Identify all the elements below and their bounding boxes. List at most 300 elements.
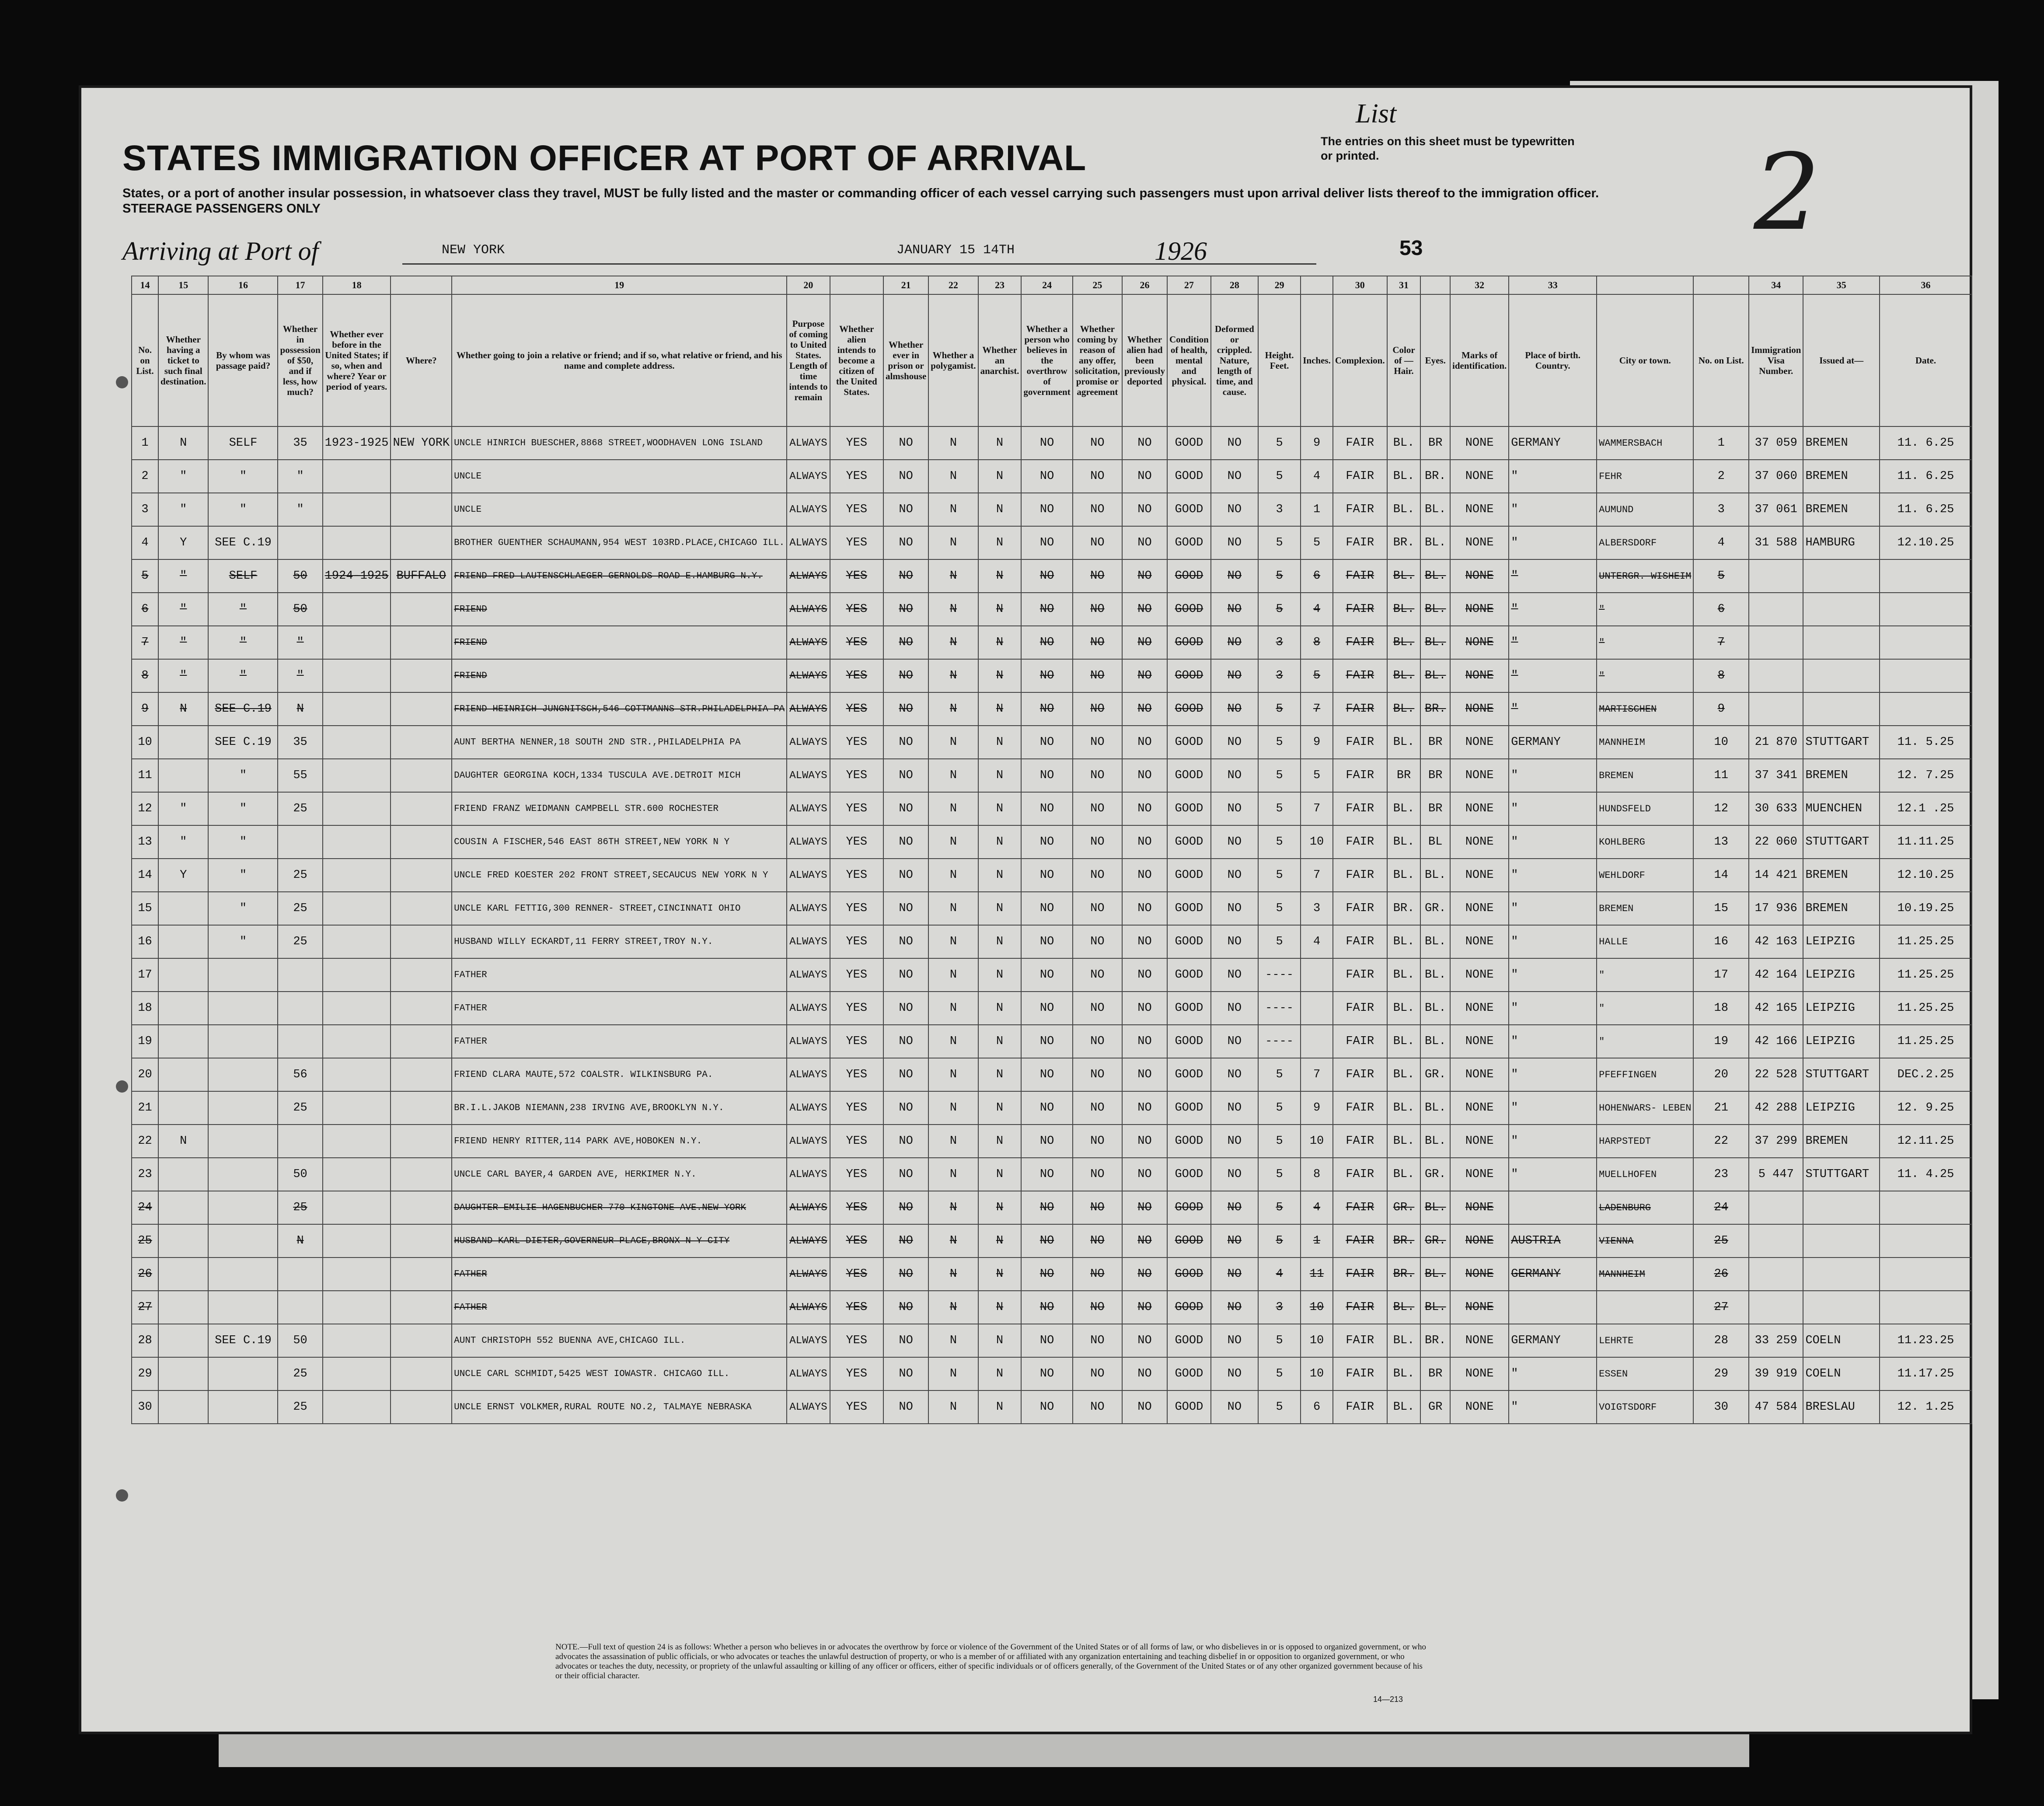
cell-eyes: BL. (1420, 593, 1450, 626)
cell-offer: NO (1073, 958, 1122, 992)
cell-where (391, 1158, 452, 1191)
cell-visa: 42 166 (1749, 1025, 1803, 1058)
cell-citizen: YES (830, 825, 883, 859)
cell-citizen: YES (830, 1158, 883, 1191)
cell-anarch: N (978, 1357, 1022, 1390)
column-label: City or town. (1597, 294, 1693, 426)
cell-length: ALWAYS (787, 1025, 830, 1058)
cell-prison: NO (883, 659, 928, 692)
cell-anarch: N (978, 825, 1022, 859)
cell-money: 50 (278, 593, 322, 626)
cell-in: 8 (1301, 1158, 1333, 1191)
cell-health: GOOD (1167, 726, 1211, 759)
cell-in: 10 (1301, 1324, 1333, 1357)
cell-ticket (158, 759, 208, 792)
cell-overthrow: NO (1021, 426, 1072, 460)
passenger-row (132, 426, 1972, 460)
cell-money (278, 1291, 322, 1324)
cell-city: AUMUND (1597, 493, 1693, 526)
cell-anarch: N (978, 958, 1022, 992)
cell-where (391, 1224, 452, 1258)
cell-where (391, 892, 452, 925)
cell-citizen: YES (830, 659, 883, 692)
cell-in: 10 (1301, 1357, 1333, 1390)
cell-deformed: NO (1211, 659, 1258, 692)
cell-eyes: GR. (1420, 1224, 1450, 1258)
cell-marks: NONE (1450, 992, 1509, 1025)
cell-visa: 37 059 (1749, 426, 1803, 460)
cell-complexion: FAIR (1333, 460, 1387, 493)
cell-city: KOHLBERG (1597, 825, 1693, 859)
cell-no: 21 (132, 1091, 158, 1125)
cell-ft: 5 (1258, 559, 1301, 593)
cell-where (391, 1191, 452, 1224)
column-label: No. on List. (1693, 294, 1749, 426)
column-number: 20 (787, 276, 830, 294)
cell-join: UNCLE (452, 460, 787, 493)
column-label-row (132, 294, 1972, 426)
passenger-row (132, 526, 1972, 559)
cell-join: UNCLE (452, 493, 787, 526)
cell-offer: NO (1073, 1158, 1122, 1191)
cell-citizen: YES (830, 1025, 883, 1058)
cell-year: 1924-1925 (323, 559, 391, 593)
cell-eyes: BL. (1420, 1125, 1450, 1158)
cell-date (1880, 1224, 1972, 1258)
cell-anarch: N (978, 559, 1022, 593)
cell-in: 7 (1301, 859, 1333, 892)
cell-overthrow: NO (1021, 1291, 1072, 1324)
arriving-label: Arriving at Port of (122, 237, 319, 265)
passenger-row (132, 1324, 1972, 1357)
cell-deformed: NO (1211, 1224, 1258, 1258)
cell-health: GOOD (1167, 892, 1211, 925)
cell-country (1509, 1291, 1597, 1324)
cell-deported: NO (1122, 1224, 1167, 1258)
cell-issued: COELN (1803, 1324, 1880, 1357)
cell-in: 10 (1301, 825, 1333, 859)
cell-prison: NO (883, 1125, 928, 1158)
cell-issued: MUENCHEN (1803, 792, 1880, 825)
cell-visa (1749, 1224, 1803, 1258)
cell-anarch: N (978, 1390, 1022, 1424)
cell-marks: NONE (1450, 593, 1509, 626)
cell-length: ALWAYS (787, 1357, 830, 1390)
cell-visa: 42 165 (1749, 992, 1803, 1025)
cell-deformed: NO (1211, 1357, 1258, 1390)
cell-health: GOOD (1167, 460, 1211, 493)
cell-prison: NO (883, 1291, 928, 1324)
cell-no2: 13 (1693, 825, 1749, 859)
cell-date: 11.25.25 (1880, 1025, 1972, 1058)
cell-anarch: N (978, 526, 1022, 559)
cell-overthrow: NO (1021, 859, 1072, 892)
page-title: STATES IMMIGRATION OFFICER AT PORT OF ARRIVAL (122, 138, 1087, 178)
cell-deformed: NO (1211, 726, 1258, 759)
column-label: Whether ever in prison or almshouse (883, 294, 928, 426)
cell-offer: NO (1073, 1125, 1122, 1158)
cell-city: VOIGTSDORF (1597, 1390, 1693, 1424)
cell-prison: NO (883, 626, 928, 659)
column-number (1597, 276, 1693, 294)
cell-ft: 5 (1258, 426, 1301, 460)
cell-country: " (1509, 792, 1597, 825)
column-label: Whether in possession of $50, and if less, how much? (278, 294, 322, 426)
cell-length: ALWAYS (787, 1158, 830, 1191)
cell-complexion: FAIR (1333, 958, 1387, 992)
cell-deformed: NO (1211, 493, 1258, 526)
cell-citizen: YES (830, 493, 883, 526)
column-number: 35 (1803, 276, 1880, 294)
cell-eyes: BR. (1420, 692, 1450, 726)
cell-ticket (158, 726, 208, 759)
cell-marks: NONE (1450, 825, 1509, 859)
cell-eyes: BR (1420, 726, 1450, 759)
cell-overthrow: NO (1021, 892, 1072, 925)
cell-marks: NONE (1450, 958, 1509, 992)
cell-prison: NO (883, 1191, 928, 1224)
cell-offer: NO (1073, 925, 1122, 958)
cell-where (391, 958, 452, 992)
cell-eyes: BR. (1420, 1324, 1450, 1357)
cell-money: 25 (278, 792, 322, 825)
cell-anarch: N (978, 992, 1022, 1025)
cell-complexion: FAIR (1333, 892, 1387, 925)
cell-visa (1749, 659, 1803, 692)
cell-where (391, 825, 452, 859)
cell-health: GOOD (1167, 626, 1211, 659)
passenger-row (132, 792, 1972, 825)
cell-ft: 5 (1258, 1357, 1301, 1390)
cell-country: " (1509, 1158, 1597, 1191)
cell-issued (1803, 593, 1880, 626)
cell-complexion: FAIR (1333, 1125, 1387, 1158)
cell-year: 1923-1925 (323, 426, 391, 460)
cell-hair: BR. (1387, 1258, 1421, 1291)
cell-anarch: N (978, 925, 1022, 958)
cell-paid: " (208, 593, 278, 626)
column-label: Deformed or crippled. Nature, length of time, and cause. (1211, 294, 1258, 426)
form-code: 14—213 (1373, 1695, 1403, 1704)
cell-deformed: NO (1211, 1324, 1258, 1357)
passenger-row (132, 493, 1972, 526)
cell-deported: NO (1122, 992, 1167, 1025)
cell-deported: NO (1122, 792, 1167, 825)
cell-ticket (158, 925, 208, 958)
cell-country: " (1509, 759, 1597, 792)
cell-length: ALWAYS (787, 958, 830, 992)
cell-ft: ---- (1258, 992, 1301, 1025)
cell-ticket (158, 1191, 208, 1224)
cell-no: 30 (132, 1390, 158, 1424)
cell-eyes: BL. (1420, 958, 1450, 992)
cell-visa: 42 288 (1749, 1091, 1803, 1125)
cell-citizen: YES (830, 1058, 883, 1091)
cell-overthrow: NO (1021, 493, 1072, 526)
cell-ft: 5 (1258, 1091, 1301, 1125)
cell-issued: STUTTGART (1803, 1158, 1880, 1191)
column-label: Whether having a ticket to such final destination. (158, 294, 208, 426)
cell-complexion: FAIR (1333, 859, 1387, 892)
cell-hair: BL. (1387, 659, 1421, 692)
column-number (391, 276, 452, 294)
cell-eyes: GR. (1420, 1158, 1450, 1191)
column-label: Inches. (1301, 294, 1333, 426)
cell-overthrow: NO (1021, 1058, 1072, 1091)
cell-deported: NO (1122, 526, 1167, 559)
cell-no: 18 (132, 992, 158, 1025)
column-label: Issued at— (1803, 294, 1880, 426)
cell-join: UNCLE FRED KOESTER 202 FRONT STREET,SECAUCUS NEW YORK N Y (452, 859, 787, 892)
cell-prison: NO (883, 559, 928, 593)
cell-paid (208, 1224, 278, 1258)
cell-where (391, 493, 452, 526)
cell-hair: BL. (1387, 859, 1421, 892)
passenger-row (132, 1025, 1972, 1058)
cell-country: " (1509, 958, 1597, 992)
cell-year (323, 1291, 391, 1324)
cell-health: GOOD (1167, 593, 1211, 626)
cell-join: HUSBAND KARL DIETER,GOVERNEUR PLACE,BRONX N Y CITY (452, 1224, 787, 1258)
cell-prison: NO (883, 859, 928, 892)
cell-citizen: YES (830, 1091, 883, 1125)
cell-ticket (158, 1357, 208, 1390)
cell-deported: NO (1122, 593, 1167, 626)
cell-deformed: NO (1211, 1125, 1258, 1158)
cell-in: 7 (1301, 792, 1333, 825)
column-number (1693, 276, 1749, 294)
cell-offer: NO (1073, 692, 1122, 726)
cell-prison: NO (883, 493, 928, 526)
cell-visa: 14 421 (1749, 859, 1803, 892)
cell-paid: " (208, 792, 278, 825)
cell-deported: NO (1122, 559, 1167, 593)
cell-city: BREMEN (1597, 759, 1693, 792)
cell-marks: NONE (1450, 1324, 1509, 1357)
cell-ticket (158, 1091, 208, 1125)
cell-date: 11.25.25 (1880, 958, 1972, 992)
cell-paid: " (208, 892, 278, 925)
cell-date (1880, 593, 1972, 626)
cell-poly: N (928, 493, 978, 526)
cell-offer: NO (1073, 1357, 1122, 1390)
cell-paid: " (208, 759, 278, 792)
cell-eyes: BL. (1420, 626, 1450, 659)
cell-visa (1749, 1291, 1803, 1324)
column-number: 22 (928, 276, 978, 294)
binding-hole (116, 1489, 128, 1502)
cell-where (391, 759, 452, 792)
cell-where (391, 992, 452, 1025)
cell-prison: NO (883, 1025, 928, 1058)
cell-in: 9 (1301, 426, 1333, 460)
cell-no: 1 (132, 426, 158, 460)
cell-deformed: NO (1211, 460, 1258, 493)
cell-money: 25 (278, 892, 322, 925)
cell-paid: SEE C.19 (208, 1324, 278, 1357)
cell-city: HARPSTEDT (1597, 1125, 1693, 1158)
column-number: 34 (1749, 276, 1803, 294)
cell-offer: NO (1073, 792, 1122, 825)
cell-year (323, 593, 391, 626)
passenger-row (132, 892, 1972, 925)
cell-overthrow: NO (1021, 1224, 1072, 1258)
cell-no2: 5 (1693, 559, 1749, 593)
cell-visa: 39 919 (1749, 1357, 1803, 1390)
cell-hair: BR (1387, 759, 1421, 792)
cell-eyes: BR (1420, 792, 1450, 825)
cell-deformed: NO (1211, 692, 1258, 726)
cell-deported: NO (1122, 493, 1167, 526)
passenger-row (132, 958, 1972, 992)
cell-in: 6 (1301, 559, 1333, 593)
cell-ticket: N (158, 1125, 208, 1158)
cell-eyes: BL (1420, 825, 1450, 859)
cell-money (278, 526, 322, 559)
cell-citizen: YES (830, 460, 883, 493)
cell-in: 4 (1301, 925, 1333, 958)
cell-no: 14 (132, 859, 158, 892)
cell-citizen: YES (830, 892, 883, 925)
cell-hair: BR. (1387, 526, 1421, 559)
cell-ticket: " (158, 559, 208, 593)
cell-hair: BL. (1387, 426, 1421, 460)
cell-year (323, 1125, 391, 1158)
cell-date: 12. 9.25 (1880, 1091, 1972, 1125)
cell-money: " (278, 493, 322, 526)
cell-date: 12.10.25 (1880, 526, 1972, 559)
cell-year (323, 892, 391, 925)
column-number: 21 (883, 276, 928, 294)
cell-issued: COELN (1803, 1357, 1880, 1390)
cell-poly: N (928, 1258, 978, 1291)
cell-length: ALWAYS (787, 1291, 830, 1324)
passenger-row (132, 1191, 1972, 1224)
column-number (830, 276, 883, 294)
cell-no2: 22 (1693, 1125, 1749, 1158)
cell-deported: NO (1122, 759, 1167, 792)
cell-year (323, 992, 391, 1025)
column-label: Whether going to join a relative or friend; and if so, what relative or friend, and his name and complete address. (452, 294, 787, 426)
cell-no2: 26 (1693, 1258, 1749, 1291)
cell-join: DAUGHTER EMILIE HAGENBUCHER 770 KINGTONE AVE.NEW YORK (452, 1191, 787, 1224)
cell-no: 2 (132, 460, 158, 493)
cell-deported: NO (1122, 726, 1167, 759)
cell-offer: NO (1073, 992, 1122, 1025)
cell-date: 11.23.25 (1880, 1324, 1972, 1357)
cell-visa: 37 061 (1749, 493, 1803, 526)
cell-eyes: GR. (1420, 1058, 1450, 1091)
cell-overthrow: NO (1021, 958, 1072, 992)
cell-paid: SEE C.19 (208, 692, 278, 726)
cell-no: 20 (132, 1058, 158, 1091)
cell-year (323, 1258, 391, 1291)
cell-anarch: N (978, 1158, 1022, 1191)
cell-no2: 10 (1693, 726, 1749, 759)
cell-eyes: BL. (1420, 992, 1450, 1025)
cell-year (323, 958, 391, 992)
cell-deported: NO (1122, 1058, 1167, 1091)
cell-visa: 42 163 (1749, 925, 1803, 958)
cell-poly: N (928, 726, 978, 759)
cell-citizen: YES (830, 426, 883, 460)
cell-no2: 17 (1693, 958, 1749, 992)
passenger-row (132, 759, 1972, 792)
cell-deported: NO (1122, 626, 1167, 659)
cell-no2: 18 (1693, 992, 1749, 1025)
cell-citizen: YES (830, 1357, 883, 1390)
cell-money: " (278, 659, 322, 692)
cell-date (1880, 1258, 1972, 1291)
column-number: 32 (1450, 276, 1509, 294)
cell-year (323, 726, 391, 759)
cell-city: ESSEN (1597, 1357, 1693, 1390)
cell-no2: 9 (1693, 692, 1749, 726)
cell-eyes: BL. (1420, 1258, 1450, 1291)
cell-in: 5 (1301, 659, 1333, 692)
cell-eyes: BL. (1420, 1191, 1450, 1224)
cell-deported: NO (1122, 1125, 1167, 1158)
cell-health: GOOD (1167, 1291, 1211, 1324)
column-label: Whether a person who believes in the overthrow of government (1021, 294, 1072, 426)
cell-health: GOOD (1167, 925, 1211, 958)
cell-year (323, 825, 391, 859)
cell-prison: NO (883, 1091, 928, 1125)
cell-join: FATHER (452, 992, 787, 1025)
cell-anarch: N (978, 626, 1022, 659)
cell-paid (208, 1125, 278, 1158)
cell-ticket: " (158, 593, 208, 626)
cell-no: 16 (132, 925, 158, 958)
cell-issued: BREMEN (1803, 493, 1880, 526)
cell-marks: NONE (1450, 493, 1509, 526)
cell-length: ALWAYS (787, 1191, 830, 1224)
cell-date: 10.19.25 (1880, 892, 1972, 925)
cell-prison: NO (883, 892, 928, 925)
cell-issued (1803, 1224, 1880, 1258)
cell-country: " (1509, 825, 1597, 859)
cell-ticket: " (158, 626, 208, 659)
cell-citizen: YES (830, 1224, 883, 1258)
handwritten-page-number: 2 (1754, 131, 1821, 254)
cell-health: GOOD (1167, 859, 1211, 892)
cell-overthrow: NO (1021, 825, 1072, 859)
cell-country: " (1509, 526, 1597, 559)
cell-marks: NONE (1450, 1224, 1509, 1258)
cell-no2: 8 (1693, 659, 1749, 692)
cell-ft: 3 (1258, 659, 1301, 692)
cell-money: 25 (278, 1357, 322, 1390)
cell-hair: BL. (1387, 493, 1421, 526)
cell-city: " (1597, 1025, 1693, 1058)
cell-visa: 22 528 (1749, 1058, 1803, 1091)
cell-deformed: NO (1211, 1258, 1258, 1291)
cell-no2: 24 (1693, 1191, 1749, 1224)
cell-money: 25 (278, 1390, 322, 1424)
cell-citizen: YES (830, 992, 883, 1025)
cell-issued: STUTTGART (1803, 1058, 1880, 1091)
cell-prison: NO (883, 1390, 928, 1424)
cell-country: GERMANY (1509, 1324, 1597, 1357)
cell-city: WAMMERSBACH (1597, 426, 1693, 460)
cell-issued (1803, 626, 1880, 659)
cell-city: " (1597, 958, 1693, 992)
cell-hair: BL. (1387, 992, 1421, 1025)
cell-issued: STUTTGART (1803, 726, 1880, 759)
cell-ticket (158, 1158, 208, 1191)
cell-where (391, 1091, 452, 1125)
cell-anarch: N (978, 726, 1022, 759)
